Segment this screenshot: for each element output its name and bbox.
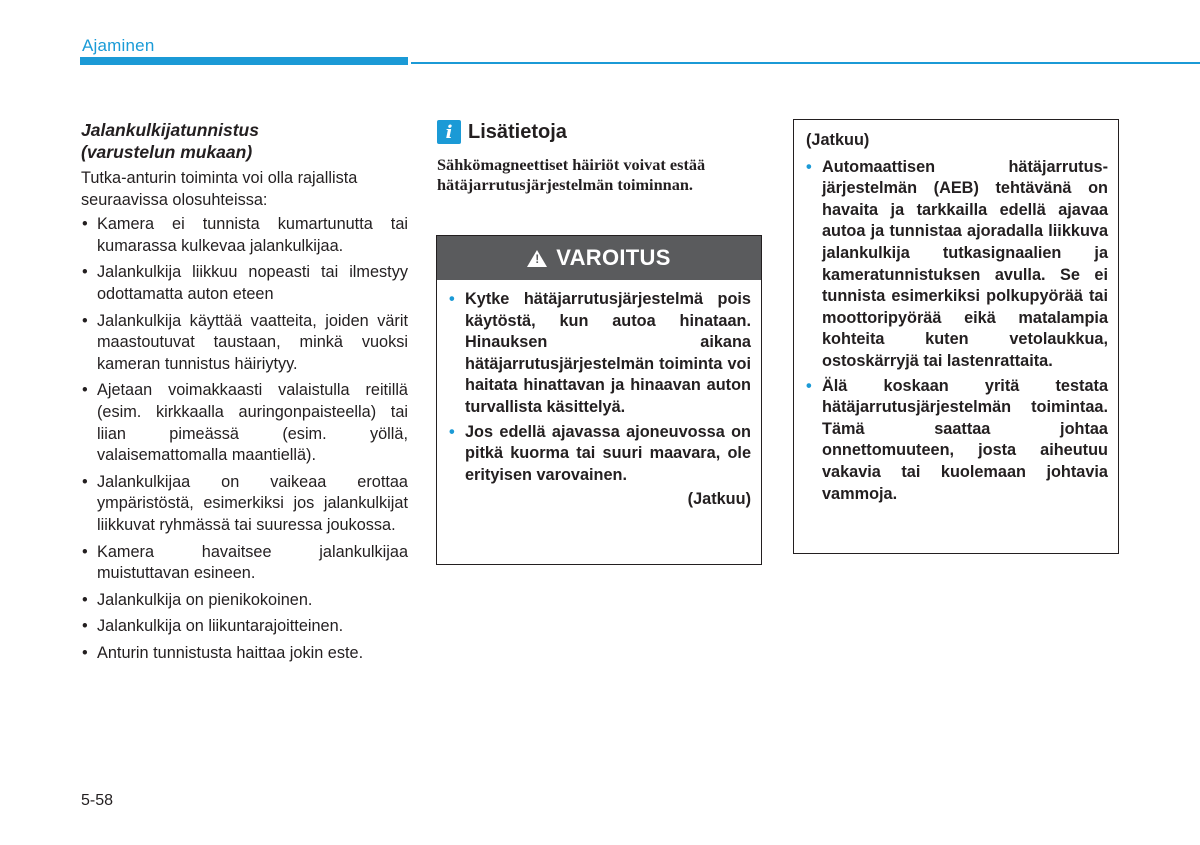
header-rule-thin <box>411 62 1200 64</box>
warning-title: VAROITUS <box>556 245 671 270</box>
heading-line-2: (varustelun mukaan) <box>81 142 253 162</box>
left-column <box>81 119 408 669</box>
list-item: • Jos edellä ajavassa ajoneuvossa on pitkä kuorma tai suuri maavara, ole erityisen varovainen. <box>449 422 751 487</box>
heading-line-1: Jalankulkijatunnistus <box>81 120 259 140</box>
continuation-box <box>793 119 1119 554</box>
section-title: Ajaminen <box>82 36 155 55</box>
continued-label: (Jatkuu) <box>687 490 751 509</box>
list-item: • Kamera ei tunnista kumartunutta tai kumarassa kulkevaa jalankulkijaa. <box>81 214 408 257</box>
list-item: • Jalankulkija on pienikokoinen. <box>81 590 408 612</box>
list-item: • Jalankulkija liikkuu nopeasti tai ilmestyy odottamatta auton eteen <box>81 262 408 305</box>
subsection-heading <box>81 119 408 163</box>
info-icon: i <box>437 120 461 144</box>
info-header <box>437 119 567 145</box>
info-text: Sähkömagneettiset häiriöt voivat estää hätäjarrutusjärjestelmän toiminnan. <box>437 155 706 194</box>
intro-text: Tutka-anturin toiminta voi olla rajallista seuraavissa olosuhteissa: <box>81 169 358 209</box>
header-rule-thick <box>80 57 408 65</box>
warning-box <box>436 235 762 565</box>
list-item: • Kytke hätäjarrutusjärjestelmä pois käytöstä, kun autoa hinataan. Hinauksen aikana hätäjarrutusjärjestelmän toiminta voi haitata hinattavan ja hinaavan auton turvallista käsittelyä. <box>449 289 751 419</box>
page-number: 5-58 <box>81 792 114 809</box>
warning-body <box>437 280 761 511</box>
list-item: • Jalankulkija on liikuntarajoitteinen. <box>81 616 408 638</box>
list-item: • Jalankulkija käyttää vaatteita, joiden värit maastoutuvat taustaan, minkä vuoksi kameran tunnistus häiriytyy. <box>81 311 408 376</box>
list-item: • Anturin tunnistusta haittaa jokin este. <box>81 643 408 665</box>
list-item: • Älä koskaan yritä testata hätäjarrutusjärjestelmän toimintaa. Tämä saattaa johtaa onnettomuuteen, josta aiheutuu vakavia tai kuolemaan johtavia vammoja. <box>806 376 1108 506</box>
warning-triangle-icon <box>527 250 547 267</box>
continuation-label: (Jatkuu) <box>806 131 870 149</box>
warning-exclamation: ! <box>535 251 540 266</box>
info-title: Lisätietoja <box>468 120 567 143</box>
continuation-list <box>806 157 1108 506</box>
list-item: • Jalankulkijaa on vaikeaa erottaa ympäristöstä, esimerkiksi jos jalankulkijat liikkuvat ryhmässä tai suuressa joukossa. <box>81 472 408 537</box>
list-item: • Kamera havaitsee jalankulkijaa muistuttavan esineen. <box>81 542 408 585</box>
condition-list <box>81 214 408 664</box>
list-item: • Ajetaan voimakkaasti valaistulla reitillä (esim. kirkkaalla auringonpaisteella) tai liian pimeässä (esim. yöllä, valaisemattomalla maantiellä). <box>81 380 408 466</box>
warning-list <box>449 289 751 486</box>
warning-header <box>437 236 761 280</box>
list-item: • Automaattisen hätäjarrutusjärjestelmän (AEB) tehtävänä on havaita ja tarkkailla edellä ajavaa autoa ja tunnistaa ajoradalla liikkuva jalankulkija tutkasignaalien ja kameratunnistuksen avulla. Se ei tunnista esimerkiksi polkupyörää tai moottoripyörää eikä matalampia kohteita kuten vetolaukkua, ostoskärryjä tai lastenrattaita. <box>806 157 1108 373</box>
